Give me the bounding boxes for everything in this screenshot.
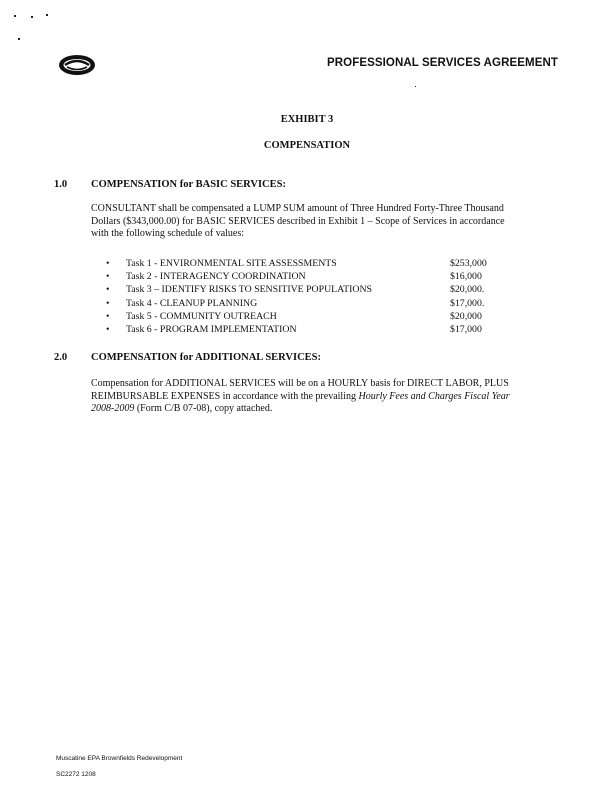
task-amount: $20,000	[450, 310, 482, 322]
section-1-heading: COMPENSATION for BASIC SERVICES:	[91, 179, 286, 190]
bullet-icon: •	[106, 258, 110, 269]
scan-speck	[46, 14, 48, 16]
footer-project: Muscatine EPA Brownfields Redevelopment	[56, 755, 183, 762]
list-item	[106, 310, 506, 323]
bullet-icon: •	[106, 297, 110, 309]
scan-speck	[415, 86, 416, 87]
task-label: Task 4 - CLEANUP PLANNING	[126, 297, 258, 309]
scan-speck	[18, 38, 20, 40]
list-item	[106, 270, 506, 283]
section-1-body	[91, 203, 561, 241]
section-1-number: 1.0	[54, 179, 68, 190]
list-item	[106, 297, 506, 310]
task-label: Task 5 - COMMUNITY OUTREACH	[126, 310, 277, 322]
section-2-body-line	[91, 391, 561, 404]
document-title: PROFESSIONAL SERVICES AGREEMENT	[326, 57, 558, 69]
exhibit-heading: COMPENSATION	[263, 140, 351, 151]
bullet-icon: •	[106, 310, 110, 322]
section-2-body-text: REIMBURSABLE EXPENSES in accordance with the prevailing	[91, 390, 359, 402]
bullet-icon: •	[106, 323, 110, 335]
section-2-body	[91, 378, 561, 416]
task-amount: $17,000.	[450, 297, 485, 309]
section-2-body-line	[91, 403, 561, 416]
section-2-body-text: (Form C/B 07-08), copy attached.	[134, 403, 273, 414]
bullet-icon: •	[106, 271, 110, 283]
task-label: Task 3 – IDENTIFY RISKS TO SENSITIVE POPULATIONS	[126, 284, 372, 296]
task-amount: $16,000	[450, 271, 482, 283]
task-amount: $253,000	[450, 258, 487, 269]
fiscal-year: 2008-2009	[91, 403, 135, 414]
list-item	[106, 323, 506, 336]
list-item	[106, 283, 506, 296]
footer-code: SC2272 1208	[56, 771, 96, 778]
list-item	[106, 257, 506, 270]
fee-schedule-title: Hourly Fees and Charges Fiscal Year	[358, 390, 510, 402]
task-label: Task 6 - PROGRAM IMPLEMENTATION	[126, 323, 297, 335]
section-2-body-line: Compensation for ADDITIONAL SERVICES will be on a HOURLY basis for DIRECT LABOR, PLUS	[91, 378, 509, 389]
section-2-number: 2.0	[54, 352, 68, 363]
section-1-body-line: CONSULTANT shall be compensated a LUMP SUM amount of Three Hundred Forty-Three Thousand	[91, 203, 504, 214]
task-schedule-list	[106, 257, 506, 336]
task-label: Task 1 - ENVIRONMENTAL SITE ASSESSMENTS	[126, 258, 337, 269]
oval-seal-logo-icon	[58, 54, 96, 76]
section-2-heading: COMPENSATION for ADDITIONAL SERVICES:	[91, 352, 321, 363]
section-1-body-line: with the following schedule of values:	[91, 228, 245, 239]
task-amount: $17,000	[450, 323, 482, 335]
exhibit-label: EXHIBIT 3	[280, 114, 334, 125]
scan-speck	[14, 15, 16, 17]
section-1-body-line: Dollars ($343,000.00) for BASIC SERVICES described in Exhibit 1 – Scope of Services in accordance	[91, 215, 505, 227]
scan-speck	[31, 16, 33, 18]
task-label: Task 2 - INTERAGENCY COORDINATION	[126, 271, 306, 283]
task-amount: $20,000.	[450, 284, 485, 296]
bullet-icon: •	[106, 284, 110, 296]
